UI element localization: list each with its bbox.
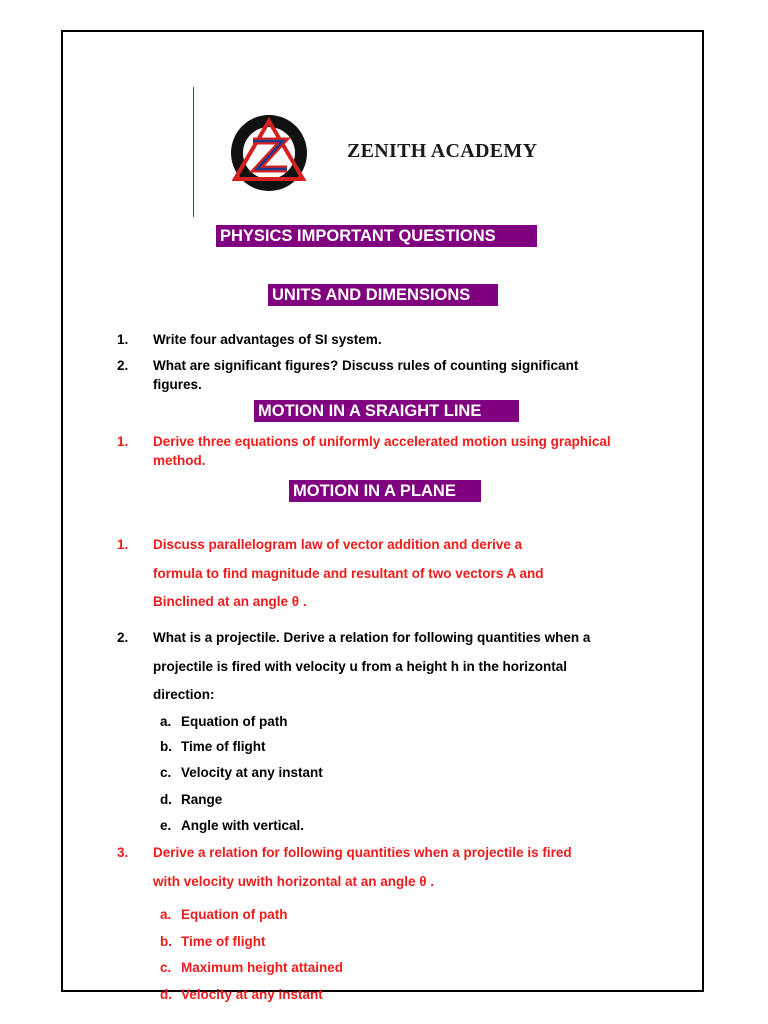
plane-banner: MOTION IN A PLANE (289, 480, 481, 502)
zenith-logo (229, 113, 309, 193)
header-divider (193, 87, 194, 217)
main-title-banner: PHYSICS IMPORTANT QUESTIONS (216, 225, 537, 247)
straight-line-banner: MOTION IN A SRAIGHT LINE (254, 400, 519, 422)
academy-name: ZENITH ACADEMY (347, 140, 538, 162)
units-banner: UNITS AND DIMENSIONS (268, 284, 498, 306)
